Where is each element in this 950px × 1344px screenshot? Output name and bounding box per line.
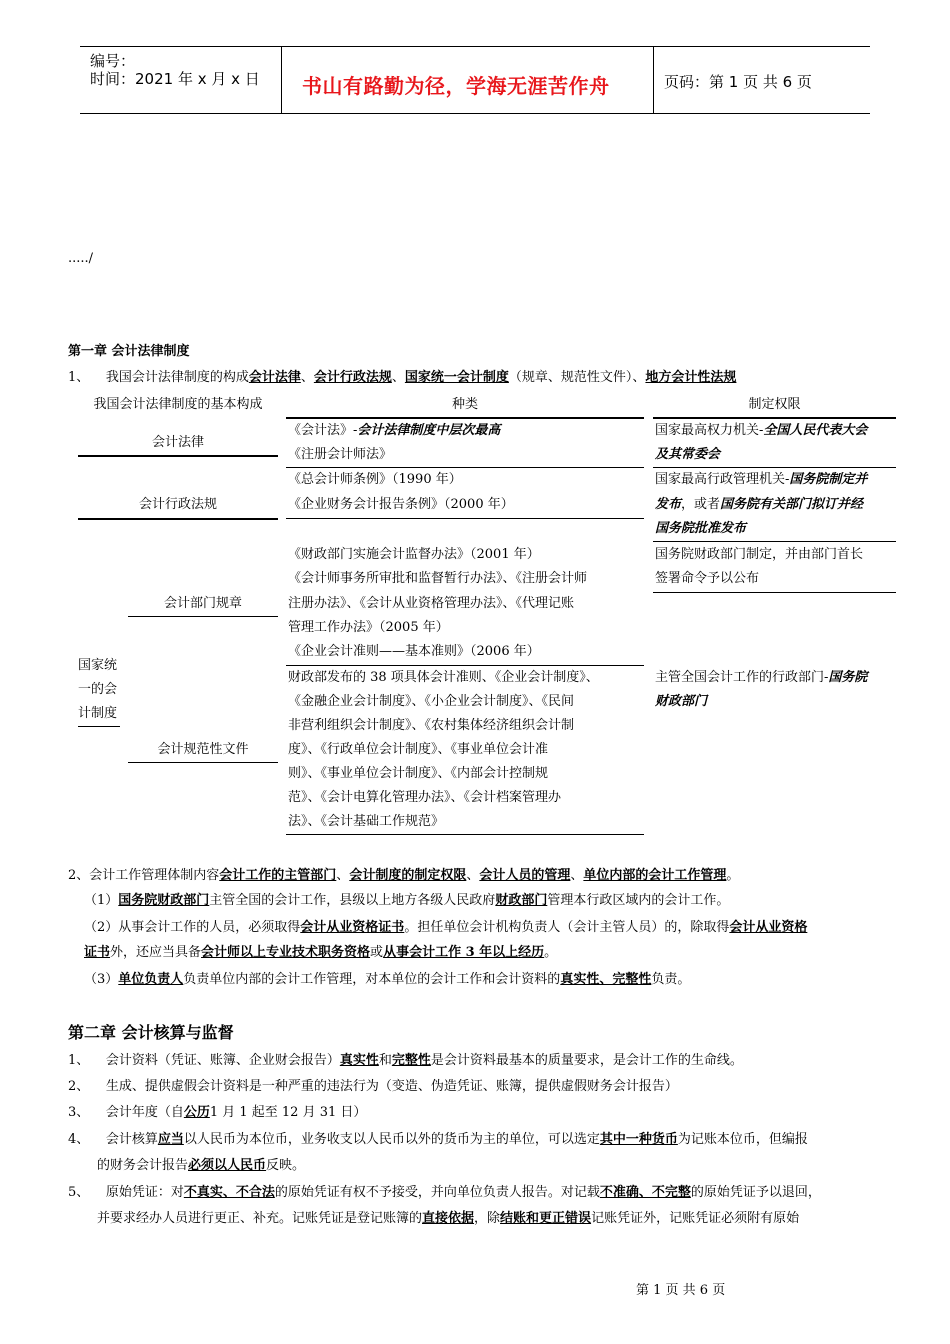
ellipsis-text: ...../: [68, 251, 94, 266]
table-rule: [78, 455, 278, 457]
header-page-info: 页码：第 1 页 共 6 页: [664, 73, 812, 91]
item-number: 1、: [68, 370, 90, 385]
p2-mid: 。担任单位会计机构负责人（会计主管人员）的，除取得: [404, 920, 730, 935]
table-rule: [128, 616, 278, 617]
dept-kind-3: 注册办法》、《会计从业资格管理办法》、《代理记账: [288, 596, 575, 611]
end: 。: [726, 868, 740, 883]
chapter2-item4-line1: [68, 1131, 808, 1149]
p2-term3: 证书: [84, 945, 111, 960]
i2-text: 生成、提供虚假会计资料是一种严重的违法行为（变造、伪造凭证、账簿，提供虚假财务会计报告）: [105, 1079, 678, 1094]
p2-term2: 会计从业资格: [729, 920, 808, 935]
p2-num: （2）: [84, 920, 119, 935]
chapter2-item1: [68, 1052, 743, 1070]
table-rule: [78, 518, 278, 520]
reg-auth-em2: 发布: [655, 497, 682, 512]
header-top-rule: [80, 46, 870, 47]
header-motto: 书山有路勤为径，学海无涯苦作舟: [302, 74, 610, 98]
norm-kind-5: 则》、《事业单位会计制度》、《内部会计控制规: [288, 766, 549, 781]
term-unified-system: 国家统一会计制度: [404, 370, 509, 385]
i5-l2mid: ，除: [474, 1211, 501, 1226]
chapter1-item1: [68, 369, 736, 387]
p2-term5: 从事会计工作 3 年以上经历: [383, 945, 545, 960]
law-authority-2: 及其常委会: [655, 447, 721, 462]
item2-term3: 会计人员的管理: [479, 868, 571, 883]
i1-pre: 会计资料（凭证、账簿、企业财会报告）: [105, 1053, 340, 1068]
item1-mid: （规章、规范性文件）、: [508, 370, 646, 385]
table-rule: [286, 834, 644, 835]
sep: 、: [300, 370, 314, 385]
item2-term2: 会计制度的制定权限: [349, 868, 467, 883]
dept-authority-1: 国务院财政部门制定，并由部门首长: [655, 547, 864, 562]
item2-term4: 单位内部的会计工作管理: [583, 868, 727, 883]
sep: 、: [336, 868, 350, 883]
i4-term2: 其中一种货币: [599, 1132, 678, 1147]
table-rule: [78, 726, 120, 727]
chapter2-item3: [68, 1104, 366, 1122]
i1-term2: 完整性: [391, 1053, 431, 1068]
p2-or: 或: [370, 945, 384, 960]
i4-term3: 必须以人民币: [188, 1158, 267, 1173]
p3-term1: 单位负责人: [118, 972, 184, 987]
norm-kind-1: 财政部发布的 38 项具体会计准则、《企业会计制度》、: [288, 670, 599, 685]
norm-kind-2: 《金融企业会计制度》、《小企业会计制度》、《民间: [288, 694, 575, 709]
i3-pre: 会计年度（自: [105, 1105, 184, 1120]
p2-end: 。: [544, 945, 558, 960]
i1-end: 是会计资料最基本的质量要求，是会计工作的生命线。: [430, 1053, 743, 1068]
page-footer: 第 1 页 共 6 页: [636, 1283, 726, 1298]
chapter2-item5-line1: [68, 1184, 821, 1202]
norm-kind-7: 法》、《会计基础工作规范》: [288, 814, 445, 829]
reg-auth-mid: ，或者: [681, 497, 721, 512]
row-admin-regulation: 会计行政法规: [138, 497, 217, 512]
chapter1-item2: [68, 867, 739, 885]
item2-pre: 2、会计工作管理体制内容: [68, 868, 220, 883]
law-kind-1-pre: 《会计法》-: [288, 423, 358, 438]
i5-term1: 不真实、不合法: [183, 1185, 275, 1200]
i5-l2end: 记账凭证外，记账凭证必须附有原始: [591, 1211, 800, 1226]
dept-kind-1: 《财政部门实施会计监督办法》（2001 年）: [288, 547, 540, 562]
reg-authority-3: 国务院批准发布: [655, 521, 747, 536]
chapter2-item4-line2: [97, 1157, 305, 1175]
paragraph-1: [84, 892, 729, 910]
table-rule: [128, 762, 278, 763]
norm-authority-1: [655, 669, 867, 687]
norm-auth-pre: 主管全国会计工作的行政部门-: [655, 670, 829, 685]
table-rule: [653, 417, 896, 419]
sep: 、: [391, 370, 405, 385]
p3-mid: 负责单位内部的会计工作管理，对本单位的会计工作和会计资料的: [183, 972, 561, 987]
item2-term1: 会计工作的主管部门: [219, 868, 337, 883]
row-dept-rules: 会计部门规章: [163, 596, 242, 611]
table-rule: [286, 518, 644, 519]
reg-auth-em3: 国务院有关部门拟订并经: [720, 497, 864, 512]
p1-num: （1）: [84, 893, 119, 908]
norm-kind-6: 范》、《会计电算化管理办法》、《会计档案管理办: [288, 790, 562, 805]
p2-pre: 从事会计工作的人员，必须取得: [118, 920, 301, 935]
header-number: 编号：: [90, 52, 136, 70]
i5-term3: 直接依据: [422, 1211, 475, 1226]
table-header-composition: 我国会计法律制度的基本构成: [93, 397, 263, 412]
item-number: 1、: [68, 1053, 90, 1068]
p2-mid2: 外，还应当具备: [110, 945, 202, 960]
i5-mid2: 的原始凭证予以退回，: [690, 1185, 821, 1200]
p3-end: 负责。: [651, 972, 691, 987]
reg-authority-2: [655, 496, 863, 514]
table-rule: [653, 467, 896, 468]
i1-and: 和: [378, 1053, 392, 1068]
chapter1-title: 第一章 会计法律制度: [68, 344, 190, 359]
law-kind-2: 《注册会计师法》: [288, 447, 393, 462]
i4-l2pre: 的财务会计报告: [97, 1158, 189, 1173]
law-kind-1: [288, 422, 500, 440]
norm-kind-3: 非营利组织会计制度》、《农村集体经济组织会计制: [288, 718, 575, 733]
unified-label-2: 一的会: [78, 682, 118, 697]
law-kind-1-em: 会计法律制度中层次最高: [357, 423, 501, 438]
i4-mid: 以人民币为本位币，业务收支以人民币以外的货币为主的单位，可以选定: [183, 1132, 600, 1147]
table-rule: [286, 417, 644, 419]
i5-l2pre: 并要求经办人员进行更正、补充。记账凭证是登记账簿的: [97, 1211, 423, 1226]
law-auth-pre: 国家最高权力机关-: [655, 423, 764, 438]
p2-term4: 会计师以上专业技术职务资格: [201, 945, 371, 960]
header-divider-left: [281, 46, 282, 113]
table-header-kind: 种类: [451, 397, 478, 412]
reg-auth-em1: 国务院制定并: [789, 472, 868, 487]
p1-term2: 财政部门: [495, 893, 548, 908]
term-admin-regulation: 会计行政法规: [313, 370, 392, 385]
p1-mid: 主管全国的会计工作，县级以上地方各级人民政府: [209, 893, 496, 908]
p2-term1: 会计从业资格证书: [300, 920, 405, 935]
item1-pre: 我国会计法律制度的构成: [105, 370, 249, 385]
sep: 、: [570, 868, 584, 883]
chapter2-item2: [68, 1078, 678, 1096]
item-number: 4、: [68, 1132, 90, 1147]
dept-kind-2: 《会计师事务所审批和监督暂行办法》、《注册会计师: [288, 571, 588, 586]
item-number: 3、: [68, 1105, 90, 1120]
paragraph-3: [84, 971, 690, 989]
unified-label-3: 计制度: [78, 706, 118, 721]
term-local-regulation: 地方会计性法规: [645, 370, 737, 385]
sep: 、: [466, 868, 480, 883]
norm-kind-4: 度》、《行政单位会计制度》、《事业单位会计准: [288, 742, 549, 757]
dept-authority-2: 签署命令予以公布: [655, 571, 760, 586]
p3-num: （3）: [84, 972, 119, 987]
p1-end: 管理本行政区域内的会计工作。: [547, 893, 730, 908]
reg-kind-2: 《企业财务会计报告条例》（2000 年）: [288, 497, 514, 512]
reg-auth-pre: 国家最高行政管理机关-: [655, 472, 790, 487]
i3-end: 1 月 1 起至 12 月 31 日）: [209, 1105, 367, 1120]
unified-label-1: 国家统: [78, 658, 118, 673]
p1-term1: 国务院财政部门: [118, 893, 210, 908]
law-authority-1: [655, 422, 867, 440]
i5-pre: 原始凭证：对: [105, 1185, 184, 1200]
header-bottom-rule: [80, 113, 870, 114]
i4-term1: 应当: [157, 1132, 184, 1147]
i4-pre: 会计核算: [105, 1132, 158, 1147]
i3-term1: 公历: [183, 1105, 210, 1120]
dept-kind-5: 《企业会计准则——基本准则》（2006 年）: [288, 644, 540, 659]
reg-authority-1: [655, 471, 867, 489]
paragraph-2-line1: [84, 919, 807, 937]
table-rule: [286, 665, 644, 666]
i4-end: 反映。: [266, 1158, 306, 1173]
table-rule: [653, 541, 896, 542]
item-number: 5、: [68, 1185, 90, 1200]
i5-mid: 的原始凭证有权不予接受，并向单位负责人报告。对记载: [274, 1185, 600, 1200]
p3-term2: 真实性、完整性: [560, 972, 652, 987]
norm-authority-2: 财政部门: [655, 694, 708, 709]
row-normative-docs: 会计规范性文件: [157, 742, 249, 757]
term-accounting-law: 会计法律: [248, 370, 301, 385]
chapter2-item5-line2: [97, 1210, 799, 1228]
law-auth-em1: 全国人民代表大会: [763, 423, 868, 438]
i5-term2: 不准确、不完整: [599, 1185, 691, 1200]
reg-kind-1: 《总会计师条例》（1990 年）: [288, 472, 462, 487]
row-accounting-law: 会计法律: [151, 435, 204, 450]
i1-term1: 真实性: [339, 1053, 379, 1068]
table-rule: [653, 592, 896, 593]
header-divider-right: [653, 46, 654, 113]
norm-auth-em1: 国务院: [828, 670, 868, 685]
header-time: 时间：2021 年 x 月 x 日: [90, 70, 260, 88]
i4-mid2: 为记账本位币，但编报: [677, 1132, 808, 1147]
table-header-authority: 制定权限: [748, 397, 801, 412]
chapter2-title: 第二章 会计核算与监督: [68, 1023, 234, 1042]
dept-kind-4: 管理工作办法》（2005 年）: [288, 620, 449, 635]
i5-term4: 结账和更正错误: [500, 1211, 592, 1226]
table-rule: [286, 467, 644, 468]
paragraph-2-line2: [84, 944, 557, 962]
item-number: 2、: [68, 1079, 90, 1094]
